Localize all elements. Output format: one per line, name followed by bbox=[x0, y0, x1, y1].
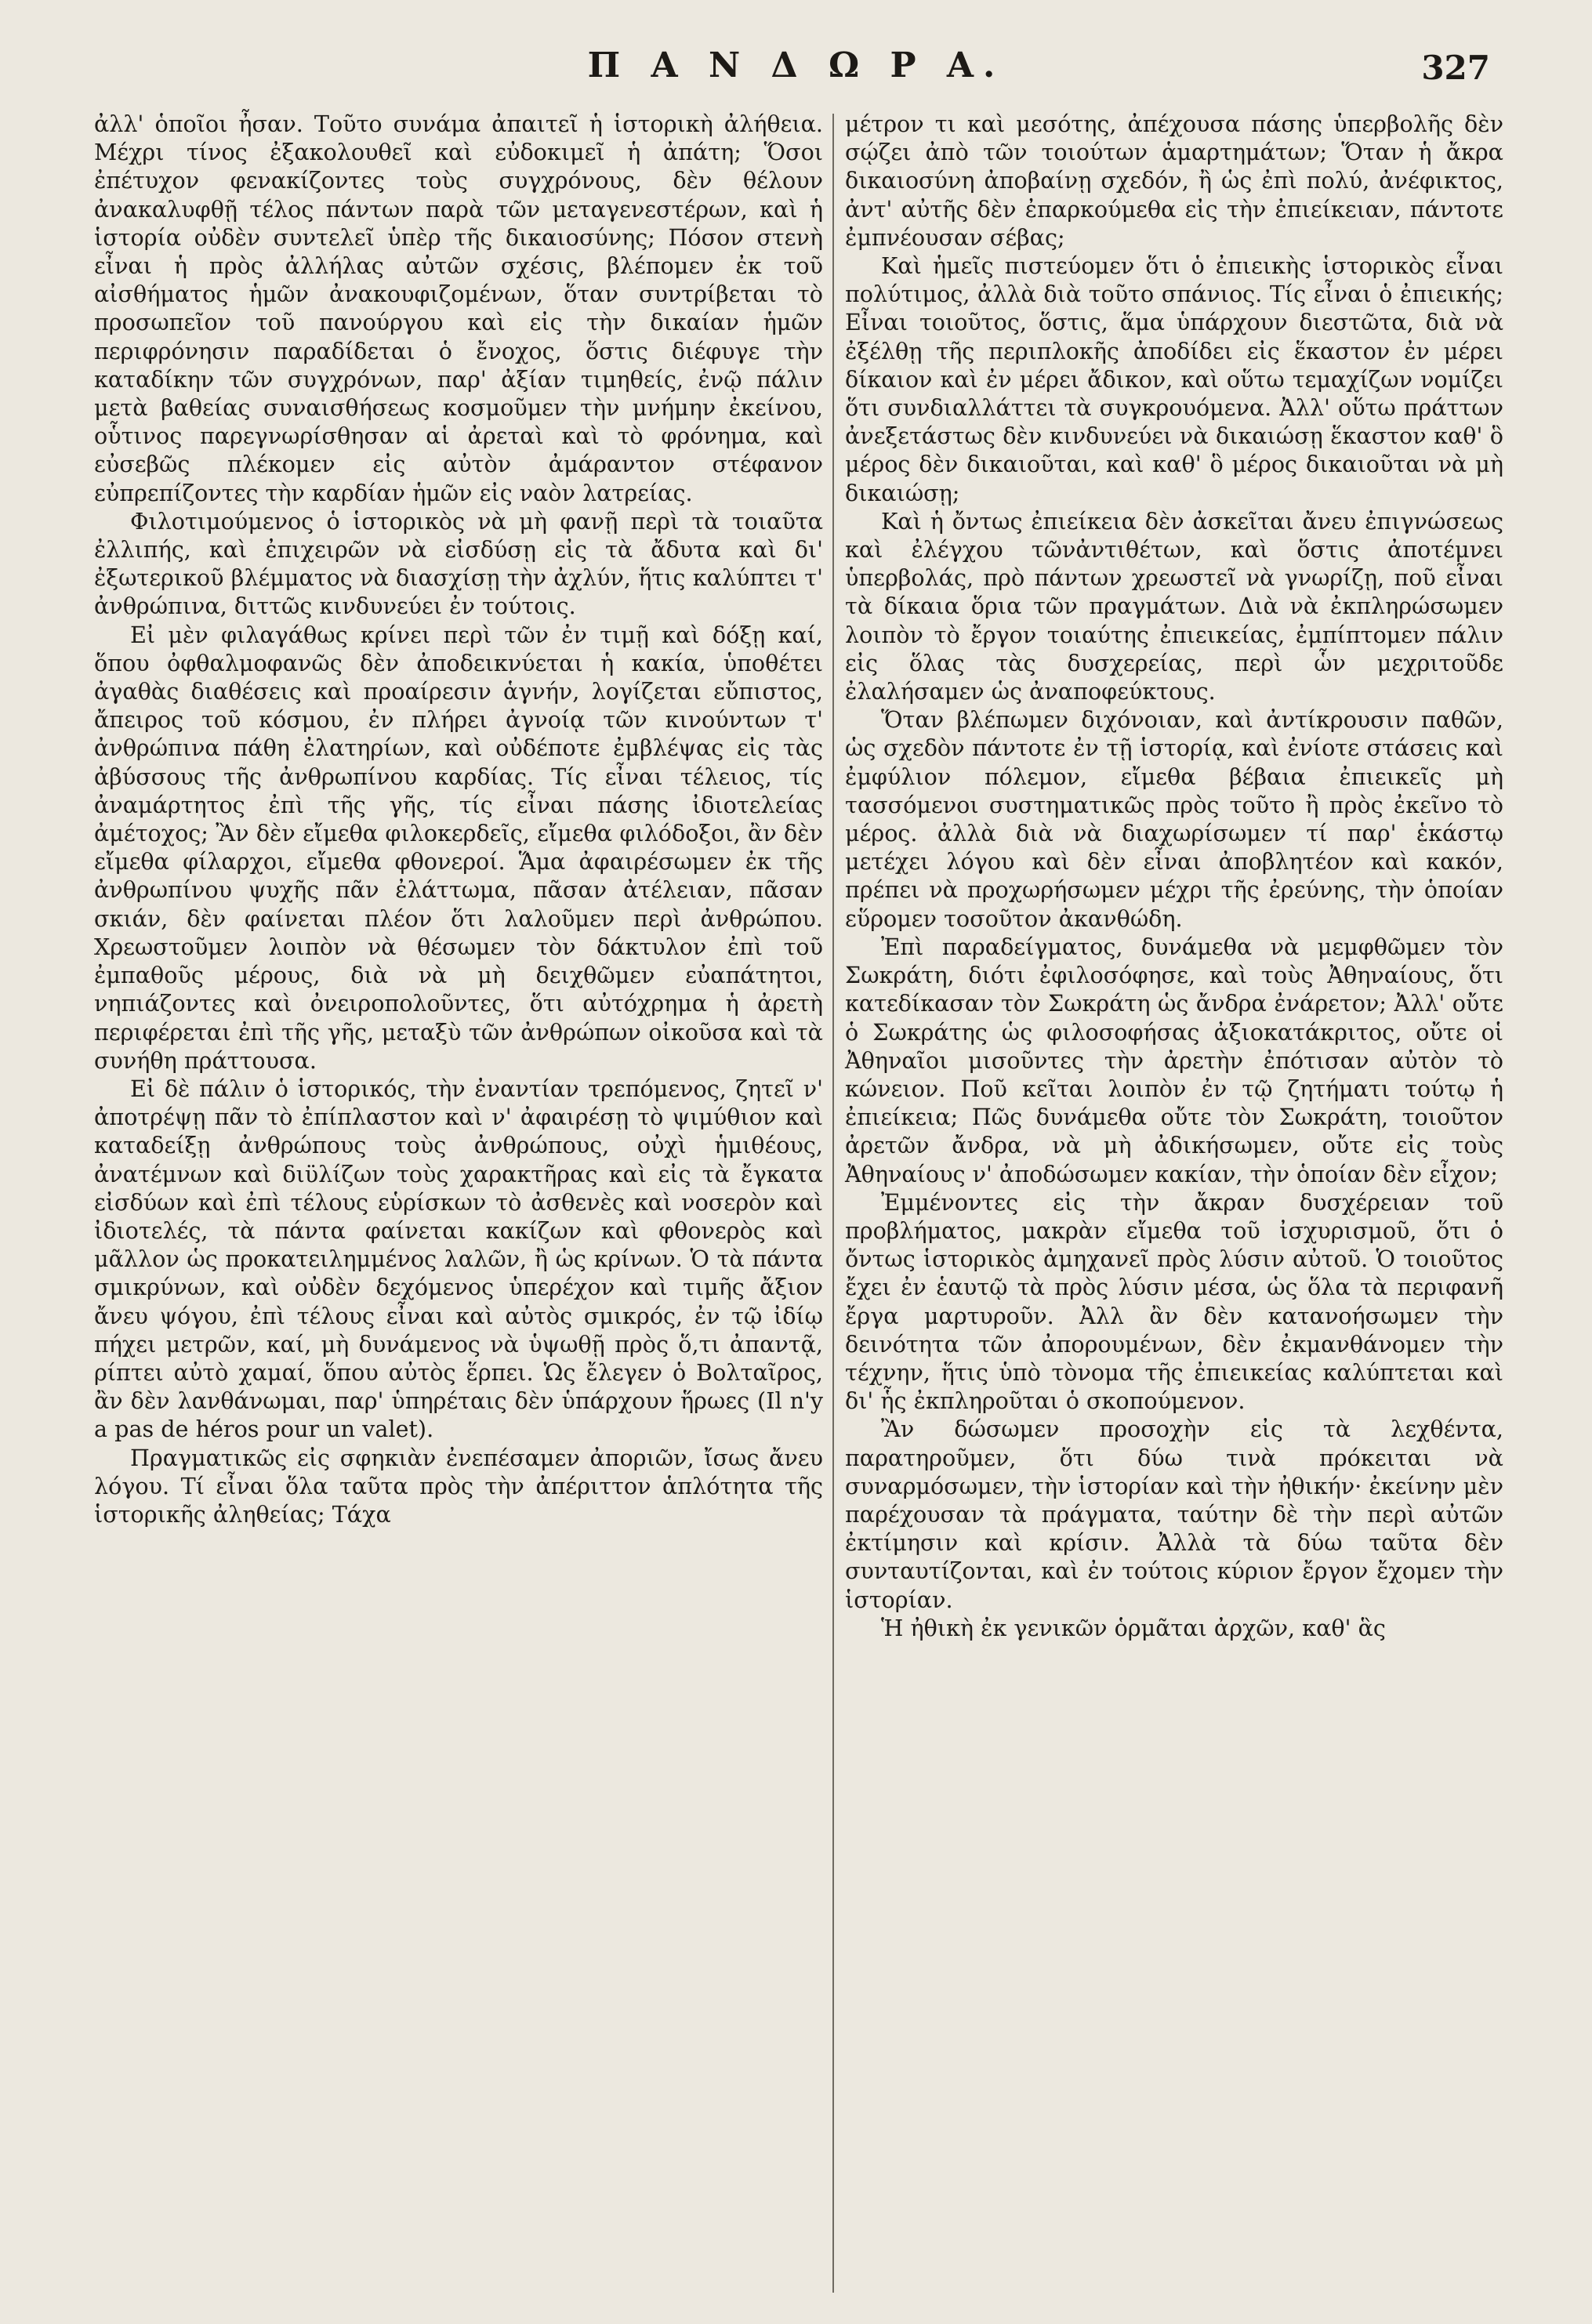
column-divider bbox=[832, 114, 834, 2293]
paragraph: Ἂν δώσωμεν προσοχὴν εἰς τὰ λεχθέντα, παρατηροῦμεν, ὅτι δύω τινὰ πρόκειται νὰ συναρμόσωμεν, τὴν ἱστορίαν καὶ τὴν ἠθικήν· ἐκείνην μὲν παρέχουσαν τὰ πράγματα, ταύτην δὲ τὴν περὶ αὐτῶν ἐκτίμησιν καὶ κρίσιν. Ἀλλὰ τὰ δύω ταῦτα δὲν συνταυτίζονται, καὶ ἐν τούτοις κύριον ἔργον ἔχομεν τὴν ἱστορίαν. bbox=[845, 1416, 1503, 1613]
paragraph: Φιλοτιμούμενος ὁ ἱστορικὸς νὰ μὴ φανῇ περὶ τὰ τοιαῦτα ἐλλιπής, καὶ ἐπιχειρῶν νὰ εἰσδύσῃ εἰς τὰ ἄδυτα καὶ δι' ἐξωτερικοῦ βλέμματος νὰ διασχίσῃ τὴν ἀχλύν, ἥτις καλύπτει τ' ἀνθρώπινα, διττῶς κινδυνεύει ἐν τούτοις. bbox=[94, 507, 823, 620]
paragraph: Ὅταν βλέπωμεν διχόνοιαν, καὶ ἀντίκρουσιν παθῶν, ὡς σχεδὸν πάντοτε ἐν τῇ ἱστορίᾳ, καὶ ἐνίοτε στάσεις καὶ ἐμφύλιον πόλεμον, εἴμεθα βέβαια ἐπιεικεῖς μὴ τασσόμενοι συστηματικῶς πρὸς τοῦτο ἢ πρὸς ἐκεῖνο τὸ μέρος. ἀλλὰ διὰ νὰ διαχωρίσωμεν τί παρ' ἑκάστῳ μετέχει λόγου καὶ δὲν εἶναι ἀποβλητέον καὶ κακόν, πρέπει νὰ προχωρήσωμεν μέχρι τῆς ἐρεύνης, τὴν ὁποίαν εὕρομεν τοσοῦτον ἀκανθώδη. bbox=[845, 706, 1503, 932]
paragraph: Ἡ ἠθικὴ ἐκ γενικῶν ὁρμᾶται ἀρχῶν, καθ' ἃς bbox=[881, 1614, 1386, 1641]
paragraph: Ἐμμένοντες εἰς τὴν ἄκραν δυσχέρειαν τοῦ προβλήματος, μακρὰν εἴμεθα τοῦ ἰσχυρισμοῦ, ὅτι ὁ ὄντως ἱστορικὸς ἀμηχανεῖ πρὸς λύσιν αὐτοῦ. Ὁ τοιοῦτος ἔχει ἐν ἑαυτῷ τὰ πρὸς λύσιν μέσα, ὡς ὅλα τὰ περιφανῆ ἔργα μαρτυροῦν. Ἀλλ ἂν δὲν κατανοήσωμεν τὴν δεινότητα τῶν ἀπορουμένων, δὲν ἐκμανθάνομεν τὴν τέχνην, ἥτις ὑπὸ τὸνομα τῆς ἐπιεικείας καλύπτεται καὶ δι' ἧς ἐκπληροῦται ὁ σκοπούμενον. bbox=[845, 1188, 1503, 1415]
paragraph: ἀλλ' ὁποῖοι ἦσαν. Τοῦτο συνάμα ἀπαιτεῖ ἡ ἱστορικὴ ἀλήθεια. Μέχρι τίνος ἐξακολουθεῖ καὶ εὐδοκιμεῖ ἡ ἀπάτη; Ὅσοι ἐπέτυχον φενακίζοντες τοὺς συγχρόνους, δὲν θέλουν ἀνακαλυφθῇ τέλος πάντων παρὰ τῶν μεταγενεστέρων, καὶ ἡ ἱστορία οὐδὲν συντελεῖ ὑπὲρ τῆς δικαιοσύνης; Πόσον στενὴ εἶναι ἡ πρὸς ἀλλήλας αὐτῶν σχέσις, βλέπομεν ἐκ τοῦ αἰσθήματος ἡμῶν ἀνακουφιζομένων, ὅταν συντρίβεται τὸ προσωπεῖον τοῦ πανούργου καὶ εἰς τὴν δικαίαν ἡμῶν περιφρόνησιν παραδίδεται ὁ ἔνοχος, ὅστις διέφυγε τὴν καταδίκην τῶν συγχρόνων, παρ' ἀξίαν τιμηθείς, ἐνῷ πάλιν μετὰ βαθείας συναισθήσεως κοσμοῦμεν τὴν μνήμην ἐκείνου, οὗτινος παρεγνωρίσθησαν αἱ ἀρεταὶ καὶ τὸ φρόνημα, καὶ εὐσεβῶς πλέκομεν εἰς αὐτὸν ἀμάραντον στέφανον εὐπρεπίζοντες τὴν καρδίαν ἡμῶν εἰς ναὸν λατρείας. bbox=[94, 111, 823, 506]
paragraph: Ἐπὶ παραδείγματος, δυνάμεθα νὰ μεμφθῶμεν τὸν Σωκράτη, διότι ἐφιλοσόφησε, καὶ τοὺς Ἀθηναίους, ὅτι κατεδίκασαν τὸν Σωκράτη ὡς ἄνδρα ἐνάρετον; Ἀλλ' οὔτε ὁ Σωκράτης ὡς φιλοσοφήσας ἀξιοκατάκριτος, οὔτε οἱ Ἀθηναῖοι μισοῦντες τὴν ἀρετὴν ἐπότισαν αὐτὸν τὸ κώνειον. Ποῦ κεῖται λοιπὸν ἐν τῷ ζητήματι τούτῳ ἡ ἐπιείκεια; Πῶς δυνάμεθα οὔτε τὸν Σωκράτη, τοιοῦτον ἀρετῶν ἄνδρα, νὰ μὴ ἀδικήσωμεν, οὔτε εἰς τοὺς Ἀθηναίους ν' ἀποδώσωμεν κακίαν, τὴν ὁποίαν δὲν εἶχον; bbox=[845, 933, 1503, 1187]
journal-title: Π Α Ν Δ Ω Ρ Α. bbox=[587, 45, 1005, 85]
page-number: 327 bbox=[1421, 49, 1490, 87]
paragraph: μέτρον τι καὶ μεσότης, ἀπέχουσα πάσης ὑπερβολῆς δὲν σῴζει ἀπὸ τῶν τοιούτων ἁμαρτημάτων; Ὅταν ἡ ἄκρα δικαιοσύνη ἀποβαίνῃ σχεδόν, ἢ ὡς ἐπὶ πολύ, ἀνέφικτος, ἀντ' αὐτῆς δὲν ἐπαρκούμεθα εἰς τὴν ἐπιείκειαν, πάντοτε ἐμπνέουσαν σέβας; bbox=[845, 111, 1503, 251]
paragraph: Καὶ ἡ ὄντως ἐπιείκεια δὲν ἀσκεῖται ἄνευ ἐπιγνώσεως καὶ ἐλέγχου τῶνἀντιθέτων, καὶ ὅστις ἀποτέμνει ὑπερβολάς, πρὸ πάντων χρεωστεῖ νὰ γνωρίζῃ, ποῦ εἶναι τὰ δίκαια ὅρια τῶν πραγμάτων. Διὰ νὰ ἐκπληρώσωμεν λοιπὸν τὸ ἔργον τοιαύτης ἐπιεικείας, ἐμπίπτομεν πάλιν εἰς ὅλας τὰς δυσχερείας, περὶ ὧν μεχριτοῦδε ἐλαλήσαμεν ὡς ἀναποφεύκτους. bbox=[845, 507, 1503, 705]
paragraph: Εἰ μὲν φιλαγάθως κρίνει περὶ τῶν ἐν τιμῇ καὶ δόξῃ καί, ὅπου ὀφθαλμοφανῶς δὲν ἀποδεικνύεται ἡ κακία, ὑποθέτει ἀγαθὰς διαθέσεις καὶ προαίρεσιν ἁγνήν, λογίζεται εὔπιστος, ἄπειρος τοῦ κόσμου, ἐν πλήρει ἀγνοίᾳ τῶν κινούντων τ' ἀνθρώπινα πάθη ἐλατηρίων, καὶ οὐδέποτε ἐμβλέψας εἰς τὰς ἀβύσσους τῆς ἀνθρωπίνου καρδίας. Τίς εἶναι τέλειος, τίς ἀναμάρτητος ἐπὶ τῆς γῆς, τίς εἶναι πάσης ἰδιοτελείας ἀμέτοχος; Ἂν δὲν εἴμεθα φιλοκερδεῖς, εἴμεθα φιλόδοξοι, ἂν δὲν εἴμεθα φίλαρχοι, εἴμεθα φθονεροί. Ἅμα ἀφαιρέσωμεν ἐκ τῆς ἀνθρωπίνου ψυχῆς πᾶν ἐλάττωμα, πᾶσαν ἀτέλειαν, πᾶσαν σκιάν, δὲν φαίνεται πλέον ὅτι λαλοῦμεν περὶ ἀνθρώπου. Χρεωστοῦμεν λοιπὸν νὰ θέσωμεν τὸν δάκτυλον ἐπὶ τοῦ ἐμπαθοῦς μέρους, διὰ νὰ μὴ δειχθῶμεν εὐαπάτητοι, νηπιάζοντες καὶ ὀνειροπολοῦντες, ὅτι αὐτόχρημα ἡ ἀρετὴ περιφέρεται ἐπὶ τῆς γῆς, μεταξὺ τῶν ἀνθρώπων οἰκοῦσα καὶ τὰ συνήθη πράττουσα. bbox=[94, 621, 823, 1074]
right-column bbox=[845, 110, 1503, 1642]
running-head bbox=[0, 45, 1592, 100]
paragraph: Εἰ δὲ πάλιν ὁ ἱστορικός, τὴν ἐναντίαν τρεπόμενος, ζητεῖ ν' ἀποτρέψῃ πᾶν τὸ ἐπίπλαστον καὶ ν' ἀφαιρέσῃ τὸ ψιμύθιον καὶ καταδείξῃ ἀνθρώπους τοὺς ἀνθρώπους, οὐχὶ ἡμιθέους, ἀνατέμνων καὶ διϋλίζων τοὺς χαρακτῆρας καὶ εἰς τὰ ἔγκατα εἰσδύων καὶ ἐπὶ τέλους εὑρίσκων τὸ ἀσθενὲς καὶ νοσερὸν καὶ ἰδιοτελές, τὰ πάντα φαίνεται κακίζων καὶ φθονερὸς καὶ μᾶλλον ὡς προκατειλημμένος λαλῶν, ἢ ὡς κρίνων. Ὁ τὰ πάντα σμικρύνων, καὶ οὐδὲν δεχόμενος ὑπερέχον καὶ τιμῆς ἄξιον ἄνευ ψόγου, ἐπὶ τέλους εἶναι καὶ αὐτὸς σμικρός, ἐν τῷ ἰδίῳ πήχει μετρῶν, καί, μὴ δυνάμενος νὰ ὑψωθῇ πρὸς ὅ,τι ἀπαντᾷ, ρίπτει αὐτὸ χαμαί, ὅπου αὐτὸς ἕρπει. Ὡς ἔλεγεν ὁ Βολταῖρος, ἂν δὲν λανθάνωμαι, παρ' ὑπηρέταις δὲν ὑπάρχουν ἥρωες (Il n'y a pas de héros pour un valet). bbox=[94, 1075, 823, 1443]
paragraph: Καὶ ἡμεῖς πιστεύομεν ὅτι ὁ ἐπιεικὴς ἱστορικὸς εἶναι πολύτιμος, ἀλλὰ διὰ τοῦτο σπάνιος. Τίς εἶναι ὁ ἐπιεικής; Εἶναι τοιοῦτος, ὅστις, ἅμα ὑπάρχουν διεστῶτα, διὰ νὰ ἐξέλθῃ τῆς περιπλοκῆς ἀποδίδει εἰς ἕκαστον ἐν μέρει δίκαιον καὶ ἐν μέρει ἄδικον, καὶ οὕτω τεμαχίζων νομίζει ὅτι συνδιαλλάττει τὰ συγκρουόμενα. Ἀλλ' οὕτω πράττων ἀνεξετάστως δὲν κινδυνεύει νὰ δικαιώσῃ ἕκαστον καθ' ὃ μέρος δὲν δικαιοῦται, καὶ καθ' ὃ μέρος δικαιοῦται νὰ μὴ δικαιώσῃ; bbox=[845, 252, 1503, 506]
paragraph: Πραγματικῶς εἰς σφηκιὰν ἐνεπέσαμεν ἀποριῶν, ἴσως ἄνευ λόγου. Τί εἶναι ὅλα ταῦτα πρὸς τὴν ἀπέριττον ἁπλότητα τῆς ἱστορικῆς ἀληθείας; Τάχα bbox=[94, 1444, 823, 1528]
left-column bbox=[94, 110, 823, 1528]
